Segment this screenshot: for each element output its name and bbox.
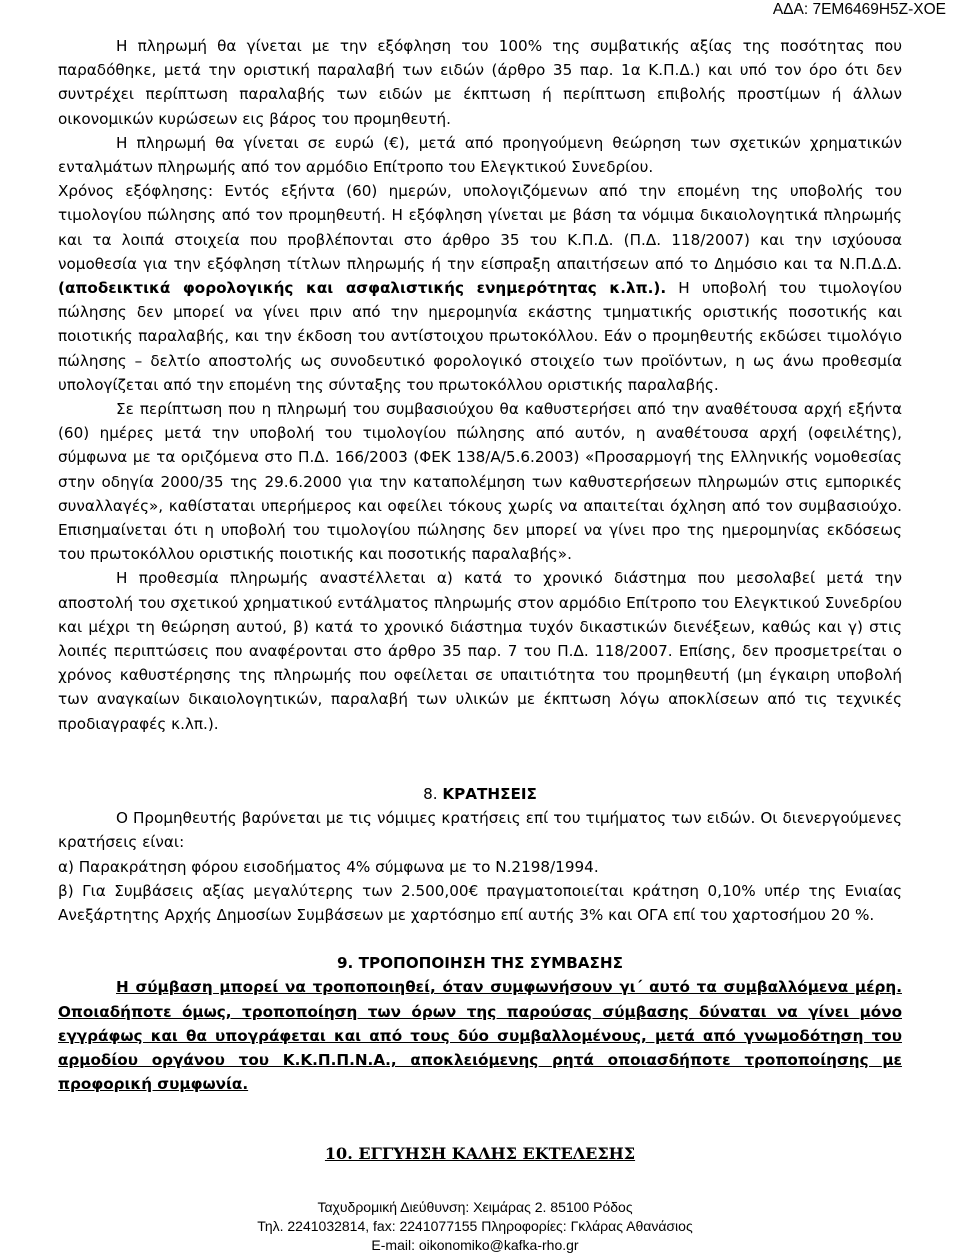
withholding-item-a: α) Παρακράτηση φόρου εισοδήματος 4% σύμφωνα με το Ν.2198/1994. (58, 857, 599, 876)
withholding-item-b: β) Για Συμβάσεις αξίας μεγαλύτερης των 2.500,00€ πραγματοποιείται κράτηση 0,10% υπέρ της Ενιαίας Ανεξάρτητης Αρχής Δημοσίων Συμβάσεων με χαρτόσημο επί αυτής 3% και ΟΓΑ επί του χαρτοσήμου 20 %. (58, 881, 902, 924)
page-footer (0, 1198, 960, 1255)
footer-phone: Τηλ. 2241032814, fax: 2241077155 Πληροφορίες: Γκλάρας Αθανάσιος (257, 1218, 693, 1234)
payment-time-text: Χρόνος εξόφλησης: Εντός εξήντα (60) ημερών, υπολογιζόμενων από την επομένη της υποβολής του τιμολογίου πώλησης από τον προμηθευτή. Η εξόφληση γίνεται με βάση τα νόμιμα δικαιολογητικά πληρωμής και τα λοιπά στοιχεία που προβλέπονται στο άρθρο 35 του Κ.Π.Δ. (Π.Δ. 118/2007) και την ισχύουσα νομοθεσία για την εξόφληση τίτλων πληρωμής ή την είσπραξη απαιτήσεων από το Δημόσιο και τα Ν.Π.Δ.Δ. (58, 182, 902, 273)
footer-address: Ταχυδρομική Διεύθυνση: Χειμάρας 2. 85100 Ρόδος (317, 1199, 633, 1215)
ada-code: ΑΔΑ: 7ΕΜ6469Η5Ζ-ΧΟΕ (772, 1, 946, 18)
section-8-heading (58, 782, 902, 806)
footer-email: E-mail: oikonomiko@kafka-rho.gr (371, 1237, 579, 1253)
withholdings-intro: Ο Προμηθευτής βαρύνεται με τις νόμιμες κρατήσεις επί του τιμήματος των ειδών. Οι διενεργούμενες κρατήσεις είναι: (58, 809, 902, 852)
section-10-heading: 10. ΕΓΓΥΗΣΗ ΚΑΛΗΣ ΕΚΤΕΛΕΣΗΣ (324, 1144, 636, 1164)
certificates-bold-text: (αποδεικτικά φορολογικής και ασφαλιστικής ενημερότητας κ.λπ.). (58, 279, 667, 298)
payment-paragraph-2: Η πληρωμή θα γίνεται σε ευρώ (€), μετά από προηγούμενη θεώρηση των σχετικών χρηματικών ενταλμάτων πληρωμής από τον αρμόδιο Επίτροπο του Ελεγκτικού Συνεδρίου. (58, 133, 902, 177)
payment-paragraph-3 (58, 179, 902, 397)
section-9-heading: 9. ΤΡΟΠΟΠΟΙΗΣΗ ΤΗΣ ΣΥΜΒΑΣΗΣ (336, 954, 623, 973)
suspension-paragraph: Η προθεσμία πληρωμής αναστέλλεται α) κατά το χρονικό διάστημα που μεσολαβεί μετά την αποστολή του σχετικού χρηματικού εντάλματος πληρωμής στον αρμόδιο Επίτροπο του Ελεγκτικού Συνεδρίου και μέχρι τη θεώρηση αυτού, β) κατά το χρονικό διάστημα τυχόν δικαστικών διενέξεων, καθώς και γ) στις λοιπές περιπτώσεις που αναφέρονται στο άρθρο 35 παρ. 7 του Π.Δ. 118/2007. Επίσης, δεν προσμετρείται ο χρόνος καθυστέρησης της πληρωμής που οφείλεται σε υπαιτιότητα του προμηθευτή (μη έγκαιρη υποβολή των αναγκαίων δικαιολογητικών, παραλαβή των υλικών με έκπτωση λόγω αποκλίσεων από τις τεχνικές προδιαγραφές κ.λπ.). (58, 569, 902, 733)
late-payment-paragraph: Σε περίπτωση που η πληρωμή του συμβασιούχου θα καθυστερήσει από την αναθέτουσα αρχή εξήντα (60) ημέρες μετά την υποβολή του τιμολογίου πώλησης από αυτόν, η αναθέτουσα αρχή (οφειλέτης), σύμφωνα με τα οριζόμενα στο Π.Δ. 166/2003 (ΦΕΚ 138/Α/5.6.2003) «Προσαρμογή της Ελληνικής νομοθεσίας στην οδηγία 2000/35 της 29.6.2000 για την καταπολέμηση των καθυστερήσεων πληρωμών στις εμπορικές συναλλαγές», καθίσταται υπερήμερος και οφείλει τόκους χωρίς να απαιτείται όχληση από τον συμβασιούχο. Επισημαίνεται ότι η υποβολή του τιμολογίου πώλησης δεν μπορεί να γίνει προ της ημερομηνίας εκδόσεως του πρωτοκόλλου οριστικής ποιοτικής και ποσοτικής παραλαβής». (58, 400, 902, 564)
section-8-number: 8. (423, 784, 443, 803)
payment-paragraph-1: Η πληρωμή θα γίνεται με την εξόφληση του 100% της συμβατικής αξίας της ποσότητας που παραδόθηκε, μετά την οριστική παραλαβή των ειδών (άρθρο 35 παρ. 1α Κ.Π.Δ.) και υπό τον όρο ότι δεν συντρέχει περίπτωση παραλαβής των ειδών με έκπτωση ή περίπτωση επιβολής προστίμων ή άλλων οικονομικών κυρώσεων εις βάρος του προμηθευτή. (58, 37, 902, 128)
invoice-submission-text: Η υποβολή του τιμολογίου πώλησης δεν μπορεί να γίνει πριν από την ημερομηνία εκάστης τμηματικής οριστικής ποσοτικής και ποιοτικής παραλαβής, και την έκδοση του αντίστοιχου πρωτοκόλλου. Εάν ο προμηθευτής εκδώσει τιμολόγιο πώλησης – δελτίο αποστολής ως συνοδευτικό φορολογικό στοιχείο των προϊόντων, η ως άνω προθεσμία υπολογίζεται από την επομένη της σύνταξης του πρωτοκόλλου οριστικής παραλαβής. (58, 279, 903, 394)
section-8-title: ΚΡΑΤΗΣΕΙΣ (442, 784, 537, 803)
contract-modification-text: Η σύμβαση μπορεί να τροποποιηθεί, όταν συμφωνήσουν γι΄ αυτό τα συμβαλλόμενα μέρη. Οποιαδήποτε όμως, τροποποίηση των όρων της παρούσας σύμβασης δύναται να γίνει μόνο εγγράφως και θα υπογράφεται και από τους δύο συμβαλλομένους, μετά από γνωμοδότηση του αρμοδίου οργάνου του Κ.Κ.Π.Π.Ν.Α., αποκλειόμενης ρητά οποιασδήποτε τροποποίησης με προφορική συμφωνία. (58, 978, 902, 1094)
document-body (58, 34, 902, 1167)
